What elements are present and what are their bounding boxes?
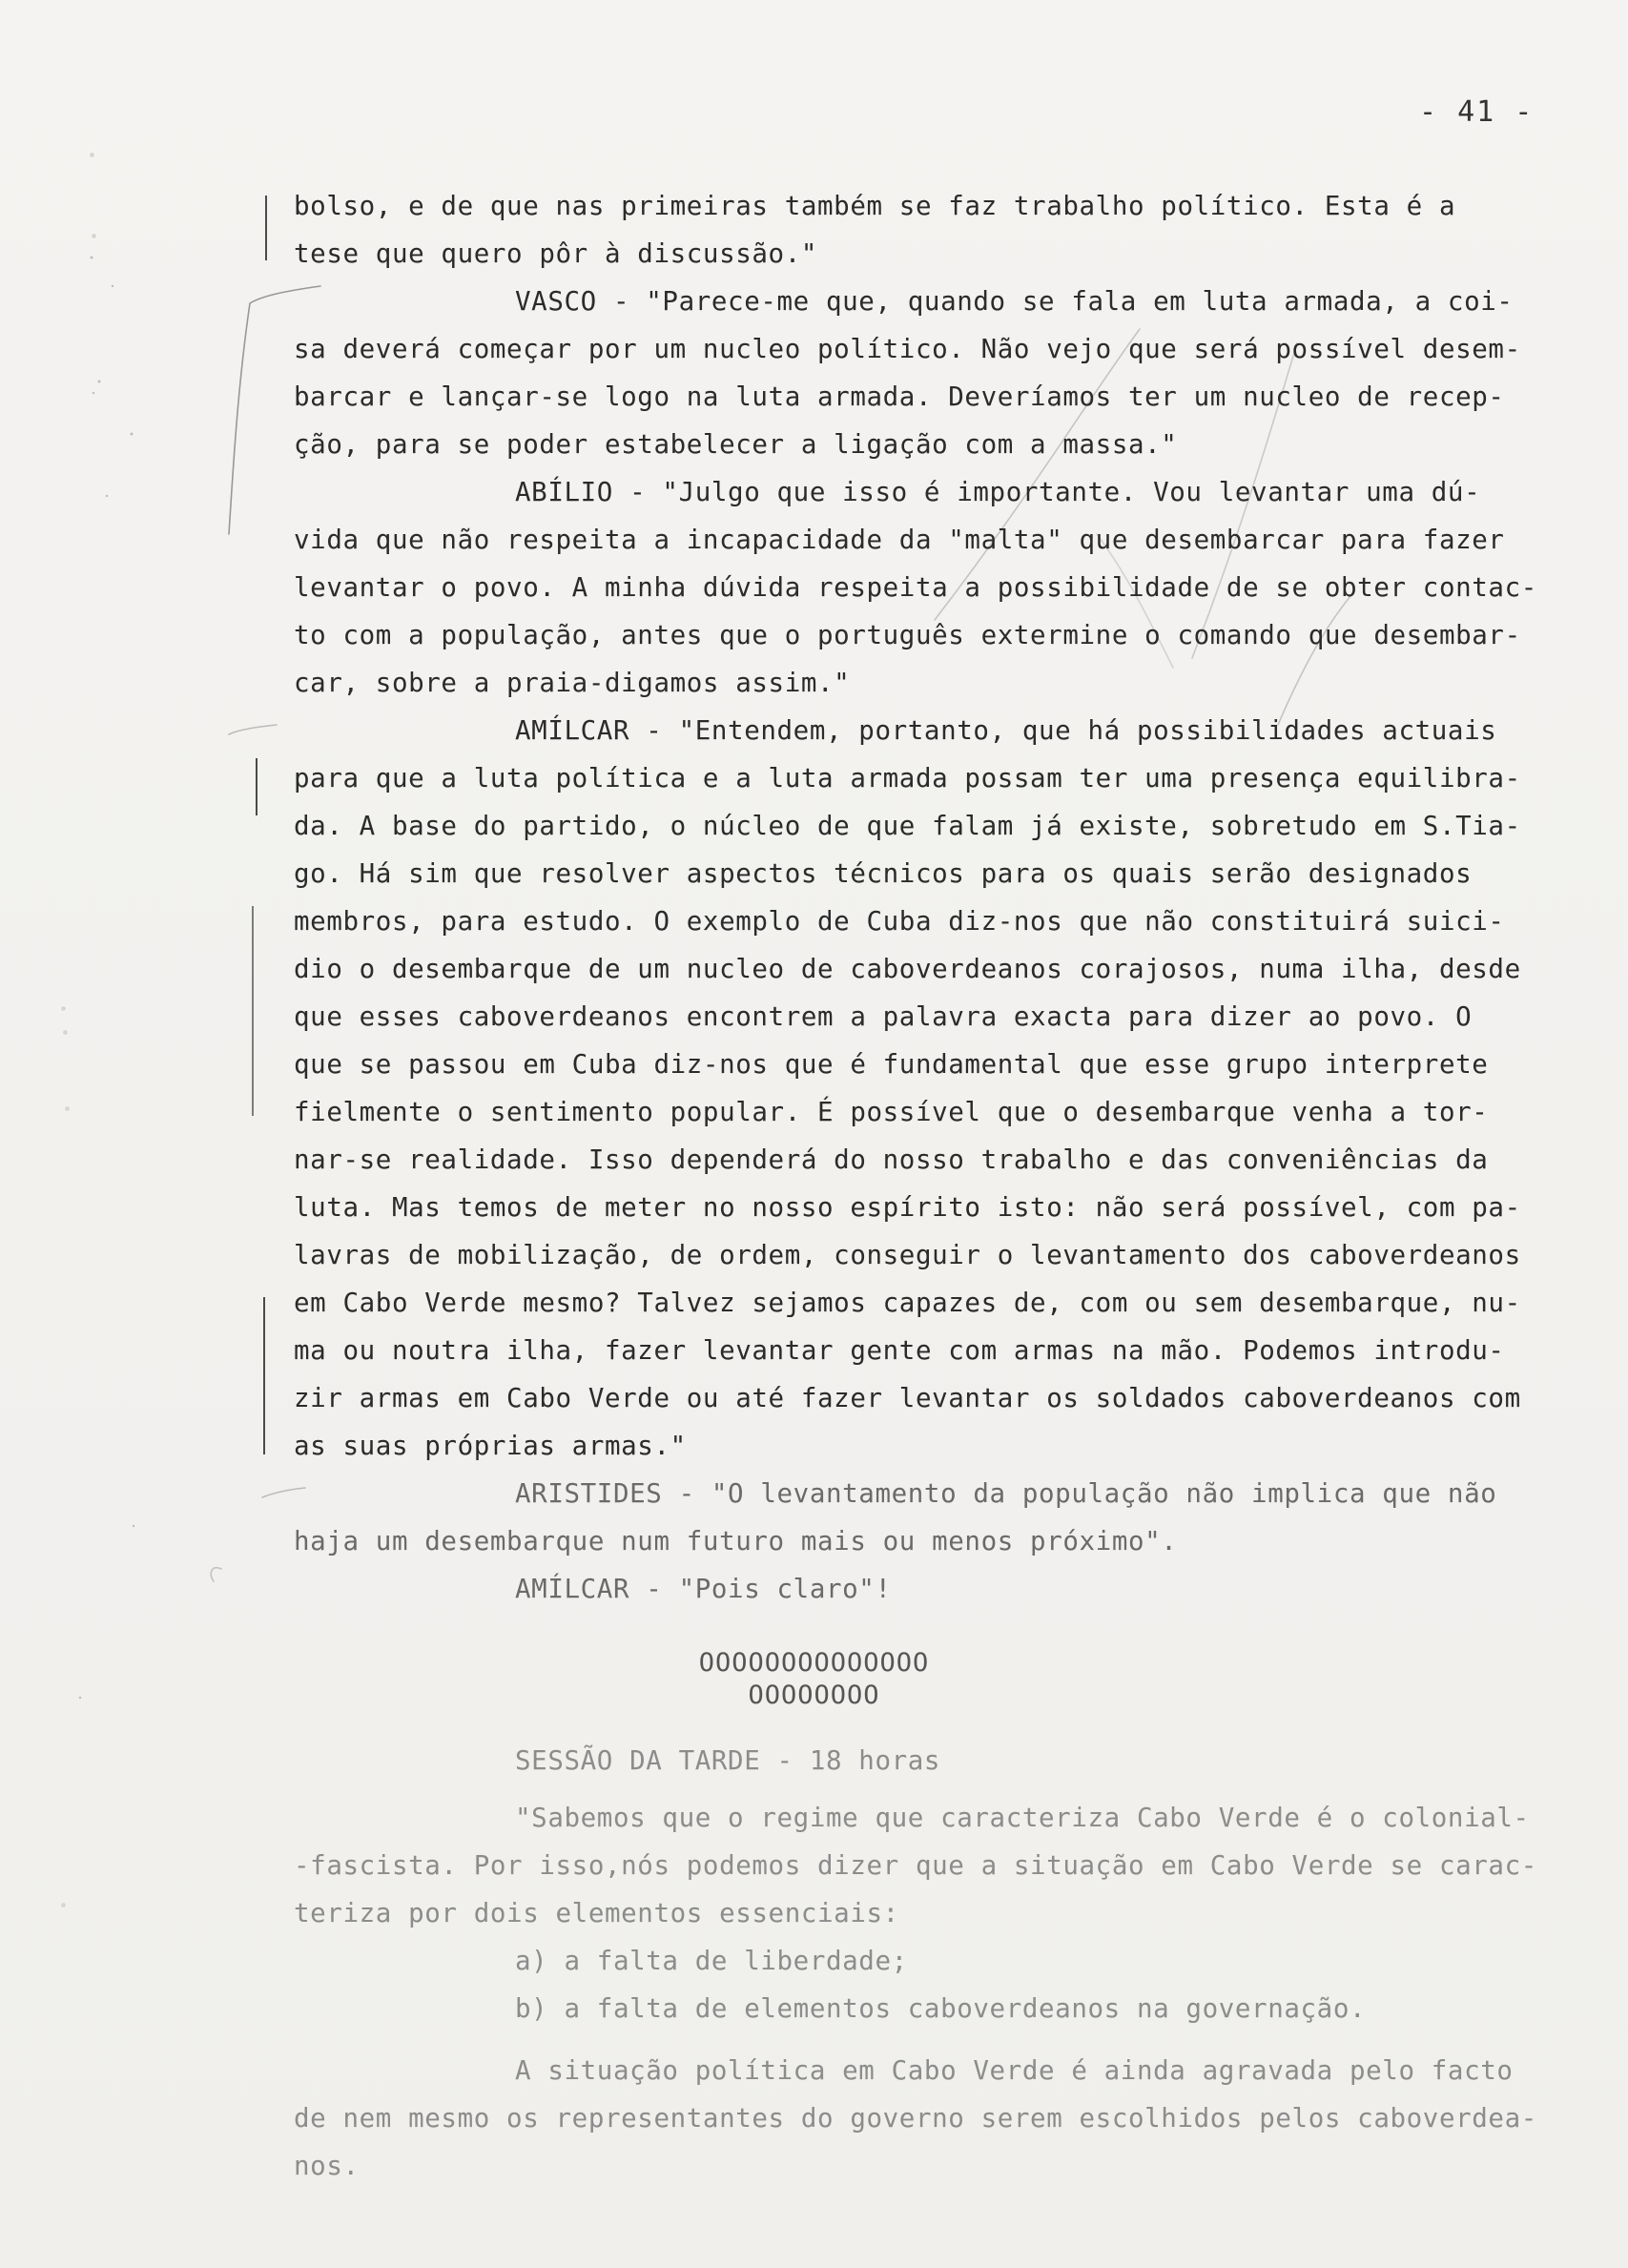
text-line: nar-se realidade. Isso dependerá do nosso trabalho e das conveniências da [294,1144,1489,1175]
text-line: nos. [294,2151,360,2181]
text-line: teriza por dois elementos essenciais: [294,1898,899,1928]
text-line: AMÍLCAR - "Entendem, portanto, que há possibilidades actuais [515,715,1497,746]
text-line: "Sabemos que o regime que caracteriza Cabo Verde é o colonial- [515,1803,1530,1833]
separator-line: OOOOOOOOOOOOOO [698,1648,930,1678]
text-line: fielmente o sentimento popular. É possível que o desembarque venha a tor- [294,1097,1489,1127]
margin-mark [256,758,258,815]
text-line: ma ou noutra ilha, fazer levantar gente com armas na mão. Podemos introdu- [294,1335,1505,1366]
text-line: de nem mesmo os representantes do governo serem escolhidos pelos caboverdea- [294,2103,1537,2134]
paper-speck [61,1006,66,1011]
text-line: b) a falta de elementos caboverdeanos na governação. [515,1993,1367,2024]
paper-speck [63,1030,68,1035]
margin-mark [265,196,267,260]
text-line: go. Há sim que resolver aspectos técnicos para os quais serão designados [294,858,1473,889]
paper-speck [65,1106,70,1111]
text-line: vida que não respeita a incapacidade da "malta" que desembarcar para fazer [294,525,1505,555]
text-line: ABÍLIO - "Julgo que isso é importante. Vou levantar uma dú- [515,477,1481,507]
text-line: ção, para se poder estabelecer a ligação com a massa." [294,429,1178,460]
margin-mark [263,1297,265,1454]
text-line: to com a população, antes que o português extermine o comando que desembar- [294,620,1521,650]
text-line: haja um desembarque num futuro mais ou menos próximo". [294,1526,1178,1557]
text-line: A situação política em Cabo Verde é ainda agravada pelo facto [515,2055,1514,2086]
text-line: zir armas em Cabo Verde ou até fazer levantar os soldados caboverdeanos com [294,1383,1521,1413]
text-line: bolso, e de que nas primeiras também se faz trabalho político. Esta é a [294,191,1456,221]
text-line: barcar e lançar-se logo na luta armada. Deveríamos ter um nucleo de recep- [294,381,1505,412]
session-heading: SESSÃO DA TARDE - 18 horas [515,1745,941,1776]
page-number: - 41 - [1419,95,1535,129]
text-line: da. A base do partido, o núcleo de que falam já existe, sobretudo em S.Tia- [294,811,1521,841]
paper-speck [90,153,94,157]
separator-line: OOOOOOOO [748,1680,880,1710]
text-line: para que a luta política e a luta armada possam ter uma presença equilibra- [294,763,1521,794]
text-line: ARISTIDES - "O levantamento da população não implica que não [515,1478,1497,1509]
text-line: as suas próprias armas." [294,1431,687,1461]
text-line: que esses caboverdeanos encontrem a palavra exacta para dizer ao povo. O [294,1001,1473,1032]
text-line: VASCO - "Parece-me que, quando se fala em luta armada, a coi- [515,286,1514,317]
text-line: sa deverá começar por um nucleo político. Não vejo que será possível desem- [294,334,1521,364]
text-line: em Cabo Verde mesmo? Talvez sejamos capazes de, com ou sem desembarque, nu- [294,1288,1521,1318]
margin-mark [252,906,254,1116]
text-line: que se passou em Cuba diz-nos que é fundamental que esse grupo interprete [294,1049,1489,1080]
text-line: dio o desembarque de um nucleo de caboverdeanos corajosos, numa ilha, desde [294,954,1521,984]
text-line: car, sobre a praia-digamos assim." [294,668,851,698]
text-line: -fascista. Por isso,nós podemos dizer que a situação em Cabo Verde se carac- [294,1850,1537,1881]
text-line: membros, para estudo. O exemplo de Cuba diz-nos que não constituirá suici- [294,906,1505,937]
text-line: a) a falta de liberdade; [515,1946,908,1976]
paper-speck [61,1903,66,1907]
text-line: tese que quero pôr à discussão." [294,238,818,269]
text-line: lavras de mobilização, de ordem, conseguir o levantamento dos caboverdeanos [294,1240,1521,1270]
text-line: luta. Mas temos de meter no nosso espírito isto: não será possível, com pa- [294,1192,1521,1223]
text-line: levantar o povo. A minha dúvida respeita a possibilidade de se obter contac- [294,572,1537,603]
text-line: AMÍLCAR - "Pois claro"! [515,1574,892,1604]
paper-speck [92,234,96,238]
